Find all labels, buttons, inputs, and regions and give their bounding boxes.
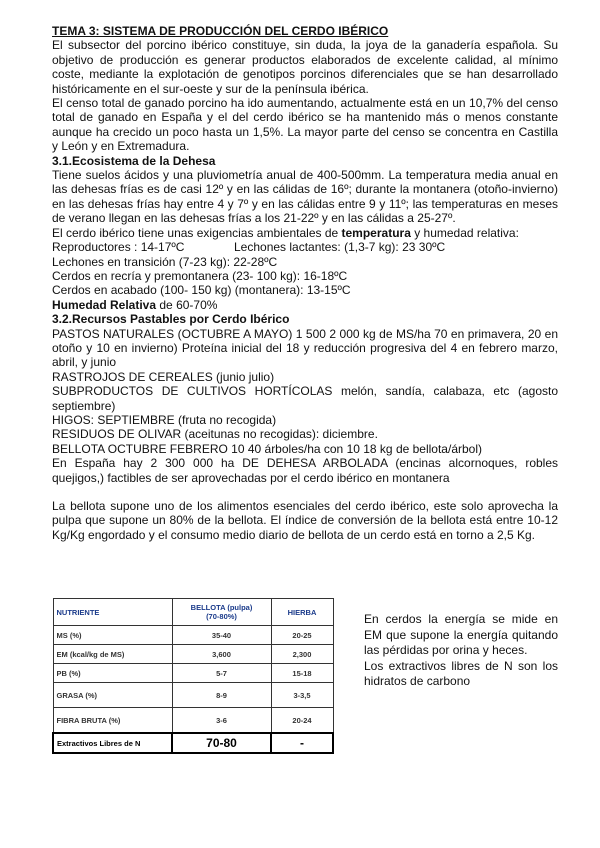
cell-bellota: 5-7	[172, 664, 271, 683]
table-row	[53, 626, 333, 645]
cell-hierba: 20-25	[271, 626, 333, 645]
table-row	[53, 683, 333, 708]
cell-bellota: 8-9	[172, 683, 271, 708]
section-heading-recursos: 3.2.Recursos Pastables por Cerdo Ibérico	[52, 312, 290, 327]
table-row	[53, 733, 333, 753]
humidity-label: Humedad Relativa	[52, 297, 157, 312]
resource-subproductos: SUBPRODUCTOS DE CULTIVOS HORTÍCOLAS melón, sandía, calabaza, etc (agosto septiembre)	[52, 384, 558, 413]
side-note-energy: En cerdos la energía se mide en EM que supone la energía quitando las pérdidas por orina y heces.	[364, 612, 558, 657]
temperature-intro-post: y humedad relativa:	[410, 225, 519, 240]
temp-lechones-lactantes: Lechones lactantes: (1,3-7 kg): 23 30ºC	[234, 240, 446, 255]
cell-nutrient: EM (kcal/kg de MS)	[53, 645, 172, 664]
table-row	[53, 708, 333, 734]
bellota-paragraph: La bellota supone uno de los alimentos esenciales del cerdo ibérico, este solo aprovecha la pulpa que supone un 80% de la bellota. El índice de conversión de la bellota está entre 10-12 Kg/Kg engordado y el consumo medio diario de bellota de un cerdo está en torno a 2,5 Kg.	[52, 499, 558, 542]
cell-bellota: 3,600	[172, 645, 271, 664]
cell-hierba: 2,300	[271, 645, 333, 664]
cell-nutrient: FIBRA BRUTA (%)	[53, 708, 172, 734]
dehesa-paragraph: Tiene suelos ácidos y una pluviometría anual de 400-500mm. La temperatura media anual en las dehesas frías es de casi 12º y en las cálidas de 16º; durante la montanera (otoño-invierno) en las dehesas frías hay entre 4 y 7º y en las cálidas entre 9 y 11º; las temperaturas en meses de verano llegan en las dehesas frías a los 21-22º y en las cálidas a 25-27º.	[52, 168, 558, 226]
cell-nutrient: GRASA (%)	[53, 683, 172, 708]
cell-bellota: 35-40	[172, 626, 271, 645]
temperature-intro	[52, 226, 558, 240]
cell-nutrient: PB (%)	[53, 664, 172, 683]
section-heading-dehesa: 3.1.Ecosistema de la Dehesa	[52, 153, 216, 168]
document-body	[52, 24, 558, 542]
table-row	[53, 664, 333, 683]
resource-olivar: RESIDUOS DE OLIVAR (aceitunas no recogidas): diciembre.	[52, 427, 378, 442]
humidity-line	[52, 298, 558, 312]
temp-reproductores: Reproductores : 14-17ºC	[52, 240, 185, 255]
header-hierba: HIERBA	[271, 599, 333, 626]
resource-pastos: PASTOS NATURALES (OCTUBRE A MAYO) 1 500 2 000 kg de MS/ha 70 en primavera, 20 en otoño y 10 en invierno) Proteína inicial del 18 y reducción progresiva del 4 en febrero marzo, abril, y junio	[52, 326, 558, 370]
temp-acabado: Cerdos en acabado (100- 150 kg) (montanera): 13-15ºC	[52, 283, 351, 298]
header-bellota-sub: (70-80%)	[206, 612, 237, 621]
temperature-row-1	[52, 240, 558, 254]
side-notes	[364, 612, 558, 690]
side-note-extractivos: Los extractivos libres de N son los hidratos de carbono	[364, 658, 558, 688]
table-header-row	[53, 599, 333, 626]
resource-bellota: BELLOTA OCTUBRE FEBRERO 10 40 árboles/ha con 10 18 kg de bellota/árbol)	[52, 441, 482, 456]
temp-lechones-transicion: Lechones en transición (7-23 kg): 22-28ºC	[52, 254, 278, 269]
cell-nutrient: Extractivos Libres de N	[53, 733, 172, 753]
cell-hierba: 15-18	[271, 664, 333, 683]
temperature-keyword: temperatura	[341, 225, 411, 240]
cell-nutrient: MS (%)	[53, 626, 172, 645]
resource-dehesa-arbolada: En España hay 2 300 000 ha DE DEHESA ARBOLADA (encinas alcornoques, robles quejigos,) factibles de ser aprovechadas por el cerdo ibérico en montanera	[52, 456, 558, 485]
table-row	[53, 645, 333, 664]
page-title: TEMA 3: SISTEMA DE PRODUCCIÓN DEL CERDO IBÉRICO	[52, 24, 389, 38]
resource-rastrojos: RASTROJOS DE CEREALES (junio julio)	[52, 369, 275, 384]
intro-paragraph-1: El subsector del porcino ibérico constituye, sin duda, la joya de la ganadería española. Su objetivo de producción es generar productos elaborados de excelente calidad, al mínimo coste, mediante la explotación de genotipos porcinos diferenciales que se han desarrollado históricamente en el sur-oeste y sur de la península ibérica.	[52, 38, 558, 96]
header-nutriente: NUTRIENTE	[53, 599, 172, 626]
header-bellota-title: BELLOTA (pulpa)	[190, 603, 253, 612]
humidity-value: de 60-70%	[156, 297, 218, 312]
cell-hierba: 3-3,5	[271, 683, 333, 708]
nutrient-table	[52, 598, 334, 754]
temp-recria: Cerdos en recría y premontanera (23- 100 kg): 16-18ºC	[52, 268, 348, 283]
intro-paragraph-2: El censo total de ganado porcino ha ido aumentando, actualmente está en un 10,7% del censo total de ganado en España y el del cerdo ibérico se ha mantenido más o menos constante aunque ha crecido un poco hasta un 1,5%. La mayor parte del censo se concentra en Castilla y León y en Extremadura.	[52, 96, 558, 154]
cell-hierba: -	[271, 733, 333, 753]
resource-higos: HIGOS: SEPTIEMBRE (fruta no recogida)	[52, 412, 277, 427]
header-bellota	[172, 599, 271, 626]
temperature-intro-pre: El cerdo ibérico tiene unas exigencias ambientales de	[52, 225, 342, 240]
cell-bellota: 3-6	[172, 708, 271, 734]
cell-hierba: 20-24	[271, 708, 333, 734]
cell-bellota: 70-80	[172, 733, 271, 753]
